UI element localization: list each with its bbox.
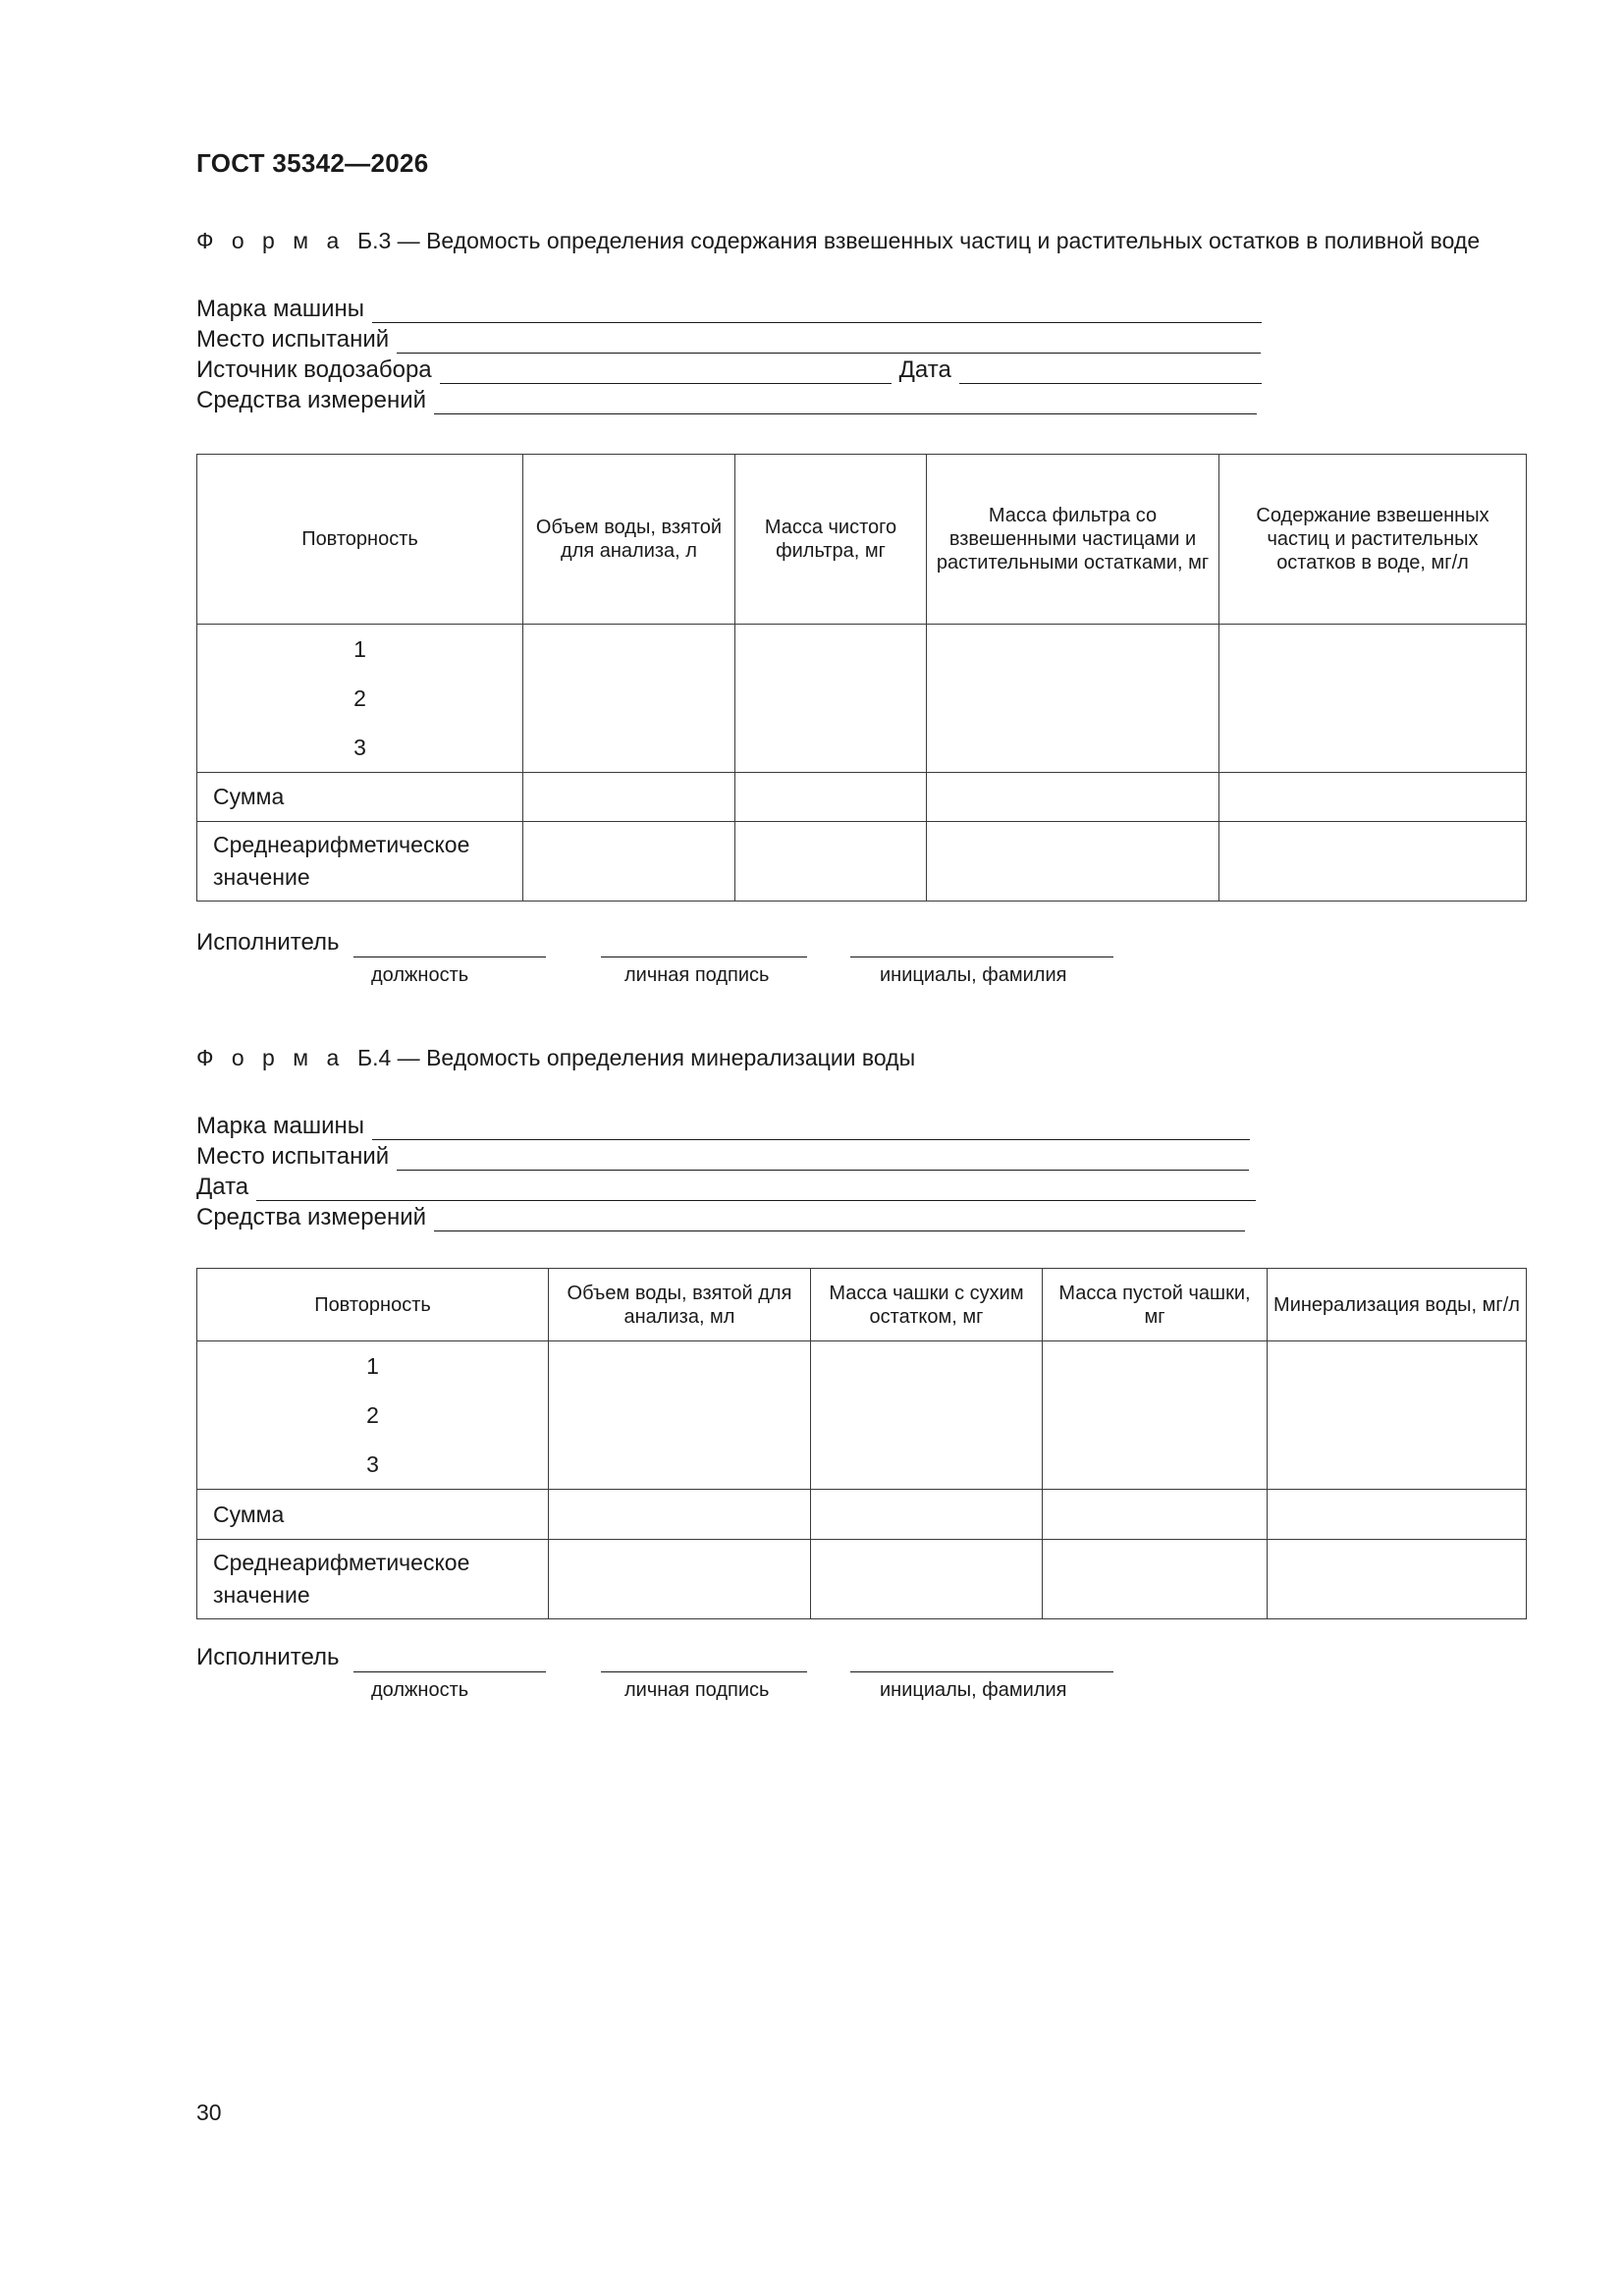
measuring-instruments-input-line[interactable] — [434, 1209, 1245, 1231]
table-row-sum — [197, 773, 1527, 822]
table-row-repetitions — [197, 625, 1527, 773]
measuring-instruments-field — [196, 1201, 1245, 1231]
machine-brand-input-line[interactable] — [372, 301, 1262, 323]
test-site-field — [196, 323, 1261, 354]
table-row-repetitions — [197, 1341, 1527, 1490]
repetition-number: 1 — [366, 1353, 379, 1379]
col-header-particle-content: Содержание взвешенных частиц и растительных остатков в воде, мг/л — [1219, 455, 1527, 625]
input-cell[interactable] — [735, 625, 927, 773]
col-header-clean-filter-mass: Масса чистого фильтра, мг — [735, 455, 927, 625]
input-cell[interactable] — [1043, 1540, 1268, 1619]
input-cell[interactable] — [549, 1540, 811, 1619]
position-caption: должность — [371, 964, 469, 986]
mean-label-line2: значение — [213, 1582, 310, 1608]
measuring-instruments-label: Средства измерений — [196, 387, 427, 413]
initials-caption: инициалы, фамилия — [880, 964, 1067, 986]
date-input-line[interactable] — [256, 1178, 1256, 1201]
input-cell[interactable] — [811, 1540, 1043, 1619]
form-b4-label: Ф о р м а — [196, 1045, 346, 1070]
measuring-instruments-input-line[interactable] — [434, 392, 1257, 414]
col-header-water-volume: Объем воды, взятой для анализа, мл — [549, 1269, 811, 1341]
mean-label — [197, 1540, 549, 1619]
input-cell[interactable] — [1219, 625, 1527, 773]
mean-label — [197, 822, 523, 902]
repetition-number: 2 — [366, 1402, 379, 1428]
form-b4-title-text: Б.4 — Ведомость определения минерализации воды — [357, 1045, 916, 1070]
water-source-input-line[interactable] — [440, 361, 892, 384]
table-row-mean — [197, 1540, 1527, 1619]
executor-label: Исполнитель — [196, 929, 340, 956]
date-label: Дата — [196, 1174, 249, 1200]
position-line[interactable] — [353, 1671, 546, 1672]
date-field — [196, 1171, 1256, 1201]
input-cell[interactable] — [1268, 1540, 1527, 1619]
signature-caption: личная подпись — [624, 1679, 770, 1701]
sum-label: Сумма — [197, 1490, 549, 1540]
machine-brand-field — [196, 293, 1262, 323]
document-header: ГОСТ 35342—2026 — [196, 148, 429, 178]
input-cell[interactable] — [523, 625, 735, 773]
input-cell[interactable] — [549, 1490, 811, 1540]
table-row-sum — [197, 1490, 1527, 1540]
form-b3-label: Ф о р м а — [196, 228, 346, 253]
input-cell[interactable] — [1219, 822, 1527, 902]
col-header-repetition: Повторность — [197, 455, 523, 625]
machine-brand-label: Марка машины — [196, 296, 365, 322]
page-number: 30 — [196, 2100, 222, 2125]
test-site-label: Место испытаний — [196, 1143, 390, 1170]
repetition-number: 3 — [353, 735, 366, 760]
col-header-mineralization: Минерализация воды, мг/л — [1268, 1269, 1527, 1341]
machine-brand-field — [196, 1110, 1250, 1140]
water-source-label: Источник водозабора — [196, 356, 432, 383]
col-header-water-volume: Объем воды, взятой для анализа, л — [523, 455, 735, 625]
position-caption: должность — [371, 1679, 469, 1701]
repetition-number: 2 — [353, 685, 366, 711]
input-cell[interactable] — [1219, 773, 1527, 822]
test-site-input-line[interactable] — [397, 331, 1261, 354]
repetition-number: 3 — [366, 1451, 379, 1477]
col-header-repetition: Повторность — [197, 1269, 549, 1341]
form-b4-title — [196, 1045, 915, 1071]
repetition-number: 1 — [353, 636, 366, 662]
form-b4-table — [196, 1268, 1527, 1619]
table-header-row — [197, 1269, 1527, 1341]
executor-label: Исполнитель — [196, 1644, 340, 1670]
table-row-mean — [197, 822, 1527, 902]
input-cell[interactable] — [811, 1490, 1043, 1540]
test-site-field — [196, 1140, 1249, 1171]
date-label: Дата — [898, 356, 951, 383]
input-cell[interactable] — [735, 773, 927, 822]
input-cell[interactable] — [1268, 1490, 1527, 1540]
measuring-instruments-label: Средства измерений — [196, 1204, 427, 1230]
form-b3-fields — [196, 293, 1276, 420]
test-site-label: Место испытаний — [196, 326, 390, 353]
input-cell[interactable] — [523, 822, 735, 902]
input-cell[interactable] — [1268, 1341, 1527, 1490]
form-b4-fields — [196, 1110, 1276, 1237]
sum-label: Сумма — [197, 773, 523, 822]
mean-label-line1: Среднеарифметическое — [213, 832, 470, 857]
repetitions-cell — [197, 1341, 549, 1490]
signature-line[interactable] — [601, 1671, 807, 1672]
form-b3-title-text: Б.3 — Ведомость определения содержания взвешенных частиц и растительных остатков в поливной воде — [357, 228, 1481, 253]
col-header-empty-cup-mass: Масса пустой чашки, мг — [1043, 1269, 1268, 1341]
date-input-line[interactable] — [959, 361, 1262, 384]
input-cell[interactable] — [1043, 1490, 1268, 1540]
machine-brand-input-line[interactable] — [372, 1118, 1250, 1140]
form-b3-table — [196, 454, 1527, 902]
table-header-row — [197, 455, 1527, 625]
input-cell[interactable] — [549, 1341, 811, 1490]
input-cell[interactable] — [927, 822, 1219, 902]
form-b3-title — [196, 228, 1480, 254]
col-header-cup-with-residue-mass: Масса чашки с сухим остатком, мг — [811, 1269, 1043, 1341]
initials-caption: инициалы, фамилия — [880, 1679, 1067, 1701]
mean-label-line1: Среднеарифметическое — [213, 1550, 470, 1575]
input-cell[interactable] — [927, 773, 1219, 822]
input-cell[interactable] — [811, 1341, 1043, 1490]
input-cell[interactable] — [523, 773, 735, 822]
test-site-input-line[interactable] — [397, 1148, 1249, 1171]
form-b4-signature-block — [196, 1644, 1139, 1713]
repetitions-cell — [197, 625, 523, 773]
water-source-field — [196, 354, 1262, 384]
col-header-filter-with-particles-mass: Масса фильтра со взвешенными частицами и растительными остатками, мг — [927, 455, 1219, 625]
machine-brand-label: Марка машины — [196, 1113, 365, 1139]
input-cell[interactable] — [735, 822, 927, 902]
initials-line[interactable] — [850, 1671, 1113, 1672]
signature-caption: личная подпись — [624, 964, 770, 986]
input-cell[interactable] — [927, 625, 1219, 773]
mean-label-line2: значение — [213, 864, 310, 890]
input-cell[interactable] — [1043, 1341, 1268, 1490]
measuring-instruments-field — [196, 384, 1257, 414]
form-b3-signature-block — [196, 929, 1139, 998]
